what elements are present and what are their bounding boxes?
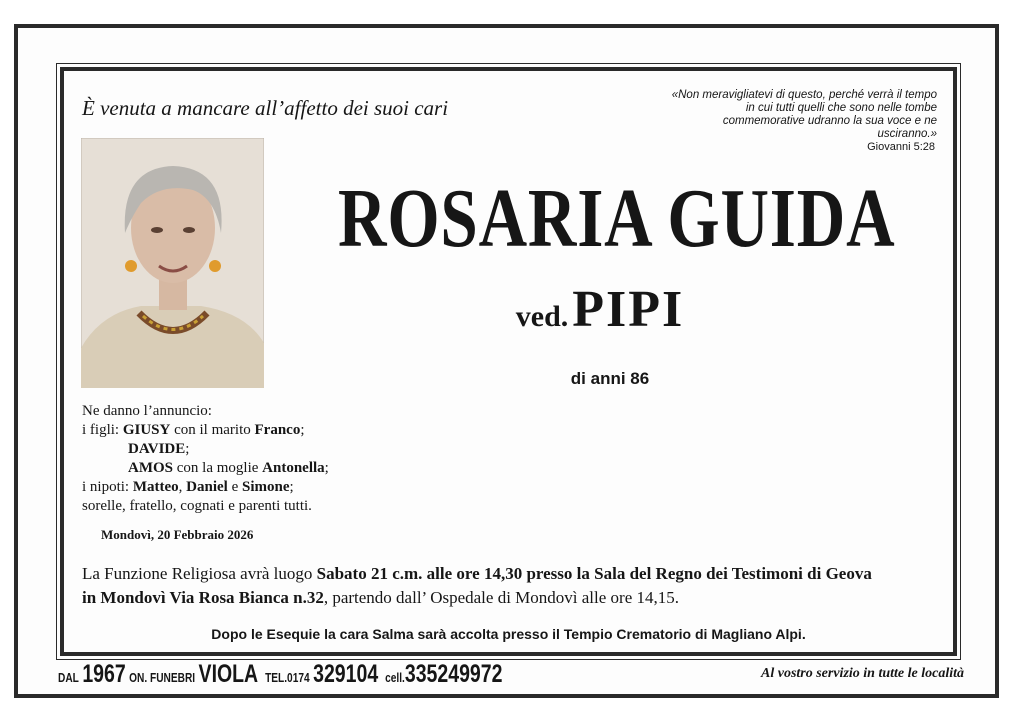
footer-dal: DAL xyxy=(58,670,79,685)
grandchildren-label: i nipoti: xyxy=(82,479,130,495)
service-part-2: Sabato 21 c.m. alle ore 14,30 presso la Sala del Regno dei Testimoni di Geova xyxy=(316,564,872,583)
footer-onf: ON. FUNEBRI xyxy=(129,670,196,685)
grandchild-3: Simone xyxy=(242,479,290,495)
deceased-name: ROSARIA GUIDA xyxy=(338,172,896,265)
age: di anni 86 xyxy=(570,369,650,388)
grandchildren-and: e xyxy=(231,479,239,495)
footer-year: 1967 xyxy=(82,660,126,688)
service-line-1 xyxy=(82,562,872,586)
service-part-4: , partendo dall’ Ospedale di Mondovì alle ore 14,15. xyxy=(323,588,680,607)
portrait-photo-icon xyxy=(81,138,264,388)
footer-cell-number: 335249972 xyxy=(404,660,503,688)
grandchild-2: Daniel xyxy=(186,479,228,495)
footer-tel-number: 329104 xyxy=(313,660,379,688)
child-1-spouse: Franco xyxy=(254,422,301,438)
child-3: AMOS xyxy=(128,460,173,476)
after-service-note: Dopo le Esequie la cara Salma sarà accolta presso il Tempio Crematorio di Magliano Alpi. xyxy=(211,626,806,642)
child-1-with: con il marito xyxy=(174,422,251,438)
relatives-line: sorelle, fratello, cognati e parenti tutti. xyxy=(82,498,312,514)
bible-reference: Giovanni 5:28 xyxy=(867,141,935,153)
service-line-2 xyxy=(82,586,872,610)
funeral-home-footer xyxy=(58,660,502,692)
children-label: i figli: xyxy=(82,422,120,438)
child-3-spouse: Antonella xyxy=(262,460,325,476)
children-line-1: i figli: GIUSY con il marito Franco; xyxy=(82,422,305,438)
announcement xyxy=(82,402,329,516)
widow-line xyxy=(400,280,800,339)
child-1: GIUSY xyxy=(122,422,171,438)
announcement-intro: Ne danno l’annuncio: xyxy=(82,403,212,419)
children-line-3: AMOS con la moglie Antonella; xyxy=(128,460,329,476)
child-3-with: con la moglie xyxy=(176,460,259,476)
footer-tel-label: TEL.0174 xyxy=(265,670,310,685)
child-2: DAVIDE xyxy=(128,441,186,457)
grandchildren-line: i nipoti: Matteo, Daniel e Simone; xyxy=(82,479,294,495)
children-line-2: DAVIDE; xyxy=(128,441,190,457)
bible-quote: «Non meravigliatevi di questo, perché verrà il tempo in cui tutti quelli che sono nelle tombe commemorative udranno la sua voce e ne usciranno.» xyxy=(671,89,937,140)
footer-company: VIOLA xyxy=(198,660,259,688)
portrait-photo xyxy=(81,138,264,388)
grandchild-1: Matteo xyxy=(132,479,179,495)
footer-cell-label: cell. xyxy=(385,670,405,685)
service-part-3: in Mondovì Via Rosa Bianca n.32 xyxy=(82,588,324,607)
widow-prefix: ved. xyxy=(515,300,569,333)
spouse-surname: PIPI xyxy=(572,281,685,338)
intro-text: È venuta a mancare all’affetto dei suoi cari xyxy=(82,96,449,120)
service-part-1: La Funzione Religiosa avrà luogo xyxy=(82,564,313,583)
place-date: Mondovì, 20 Febbraio 2026 xyxy=(101,527,254,542)
service-info xyxy=(82,562,872,610)
footer-tagline: Al vostro servizio in tutte le località xyxy=(761,666,964,681)
